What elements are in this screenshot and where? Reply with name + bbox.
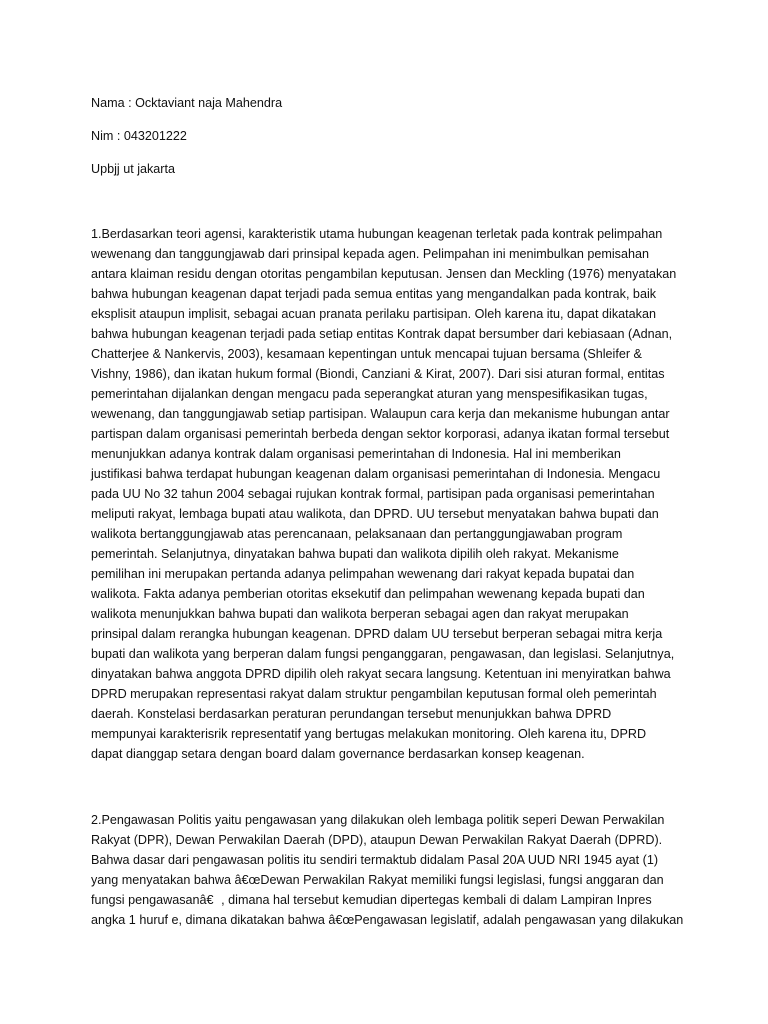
answer-1-line: pemerintah. Selanjutnya, dinyatakan bahwa bupati dan walikota dipilih oleh rakyat. Mekanisme bbox=[91, 547, 619, 561]
answer-1-line: bahwa hubungan keagenan terjadi pada setiap entitas Kontrak dapat bersumber dari kebiasaan (Adnan, bbox=[91, 327, 673, 341]
answer-1-line: walikota menunjukkan bahwa bupati dan walikota berperan sebagai agen dan rakyat merupakan bbox=[91, 607, 629, 621]
answer-1-line: wewenang, dan tanggungjawab setiap partisipan. Walaupun cara kerja dan mekanisme hubungan antar bbox=[91, 407, 670, 421]
answer-1-line: pemerintahan dijalankan dengan mengacu pada seperangkat aturan yang menspesifikasikan tugas, bbox=[91, 387, 648, 401]
answer-1-line: bupati dan walikota yang berperan dalam fungsi penganggaran, pengawasan, dan legislasi. Selanjutnya, bbox=[91, 647, 675, 661]
answer-1-line: eksplisit ataupun implisit, sebagai acuan pranata perilaku partisipan. Oleh karena itu, dapat dikatakan bbox=[91, 307, 656, 321]
answer-1-line: partispan dalam organisasi pemerintah berbeda dengan sektor korporasi, adanya ikatan formal tersebut bbox=[91, 427, 670, 441]
answer-1-line: justifikasi bahwa terdapat hubungan keagenan dalam organisasi pemerintahan di Indonesia. Mengacu bbox=[91, 467, 661, 481]
answer-1-line: bahwa hubungan keagenan dapat terjadi pada semua entitas yang mengandalkan pada kontrak, baik bbox=[91, 287, 657, 301]
answer-2-line: 2.Pengawasan Politis yaitu pengawasan yang dilakukan oleh lembaga politik seperi Dewan Perwakilan bbox=[91, 813, 665, 827]
answer-1-line: Vishny, 1986), dan ikatan hukum formal (Biondi, Canziani & Kirat, 2007). Dari sisi aturan formal, entitas bbox=[91, 367, 665, 381]
student-upbjj: Upbjj ut jakarta bbox=[91, 162, 175, 176]
answer-1-line: mempunyai karakterisrik representatif yang bertugas melakukan monitoring. Oleh karena itu, DPRD bbox=[91, 727, 647, 741]
answer-1-line: prinsipal dalam rerangka hubungan keagenan. DPRD dalam UU tersebut berperan sebagai mitra kerja bbox=[91, 627, 663, 641]
answer-1-line: dapat dianggap setara dengan board dalam governance berdasarkan konsep keagenan. bbox=[91, 747, 585, 761]
answer-1-line: 1.Berdasarkan teori agensi, karakteristik utama hubungan keagenan terletak pada kontrak pelimpahan bbox=[91, 227, 663, 241]
student-name: Nama : Ocktaviant naja Mahendra bbox=[91, 96, 283, 110]
answer-1-line: pada UU No 32 tahun 2004 sebagai rujukan kontrak formal, partisipan pada organisasi pemerintahan bbox=[91, 487, 655, 501]
answer-1-line: menunjukkan adanya kontrak dalam organisasi pemerintahan di Indonesia. Hal ini memberikan bbox=[91, 447, 621, 461]
answer-1-line: walikota bertanggungjawab atas perencanaan, pelaksanaan dan pertanggungjawaban program bbox=[91, 527, 623, 541]
answer-1-line: walikota. Fakta adanya pemberian otoritas eksekutif dan pelimpahan wewenang kepada bupati dan bbox=[91, 587, 645, 601]
answer-2-line: Bahwa dasar dari pengawasan politis itu sendiri termaktub didalam Pasal 20A UUD NRI 1945 ayat (1) bbox=[91, 853, 659, 867]
answer-2-line: yang menyatakan bahwa â€œDewan Perwakilan Rakyat memiliki fungsi legislasi, fungsi anggaran dan bbox=[91, 873, 664, 887]
answer-2-line: fungsi pengawasanâ€, dimana hal tersebut kemudian dipertegas kembali di dalam Lampiran Inpres bbox=[91, 893, 652, 907]
student-nim: Nim : 043201222 bbox=[91, 129, 187, 143]
answer-1-line: DPRD merupakan representasi rakyat dalam struktur pengambilan keputusan formal oleh pemerintah bbox=[91, 687, 657, 701]
answer-1-line: wewenang dan tanggungjawab dari prinsipal kepada agen. Pelimpahan ini menimbulkan pemisahan bbox=[91, 247, 649, 261]
answer-1-line: Chatterjee & Nankervis, 2003), kesamaan kepentingan untuk mencapai tujuan bersama (Shleifer & bbox=[91, 347, 642, 361]
answer-1-line: pemilihan ini merupakan pertanda adanya pelimpahan wewenang dari rakyat kepada bupatai dan bbox=[91, 567, 635, 581]
answer-1-line: daerah. Konstelasi berdasarkan peraturan perundangan tersebut menunjukkan bahwa DPRD bbox=[91, 707, 612, 721]
answer-1-line: meliputi rakyat, lembaga bupati atau walikota, dan DPRD. UU tersebut menyatakan bahwa bupati dan bbox=[91, 507, 659, 521]
answer-1-line: dinyatakan bahwa anggota DPRD dipilih oleh rakyat secara langsung. Ketentuan ini menyiratkan bahwa bbox=[91, 667, 671, 681]
answer-2-line: Rakyat (DPR), Dewan Perwakilan Daerah (DPD), ataupun Dewan Perwakilan Rakyat Daerah (DPRD). bbox=[91, 833, 663, 847]
answer-2-line: angka 1 huruf e, dimana dikatakan bahwa â€œPengawasan legislatif, adalah pengawasan yang dilakukan bbox=[91, 913, 684, 927]
answer-1-line: antara klaiman residu dengan otoritas pengambilan keputusan. Jensen dan Meckling (1976) menyatakan bbox=[91, 267, 677, 281]
